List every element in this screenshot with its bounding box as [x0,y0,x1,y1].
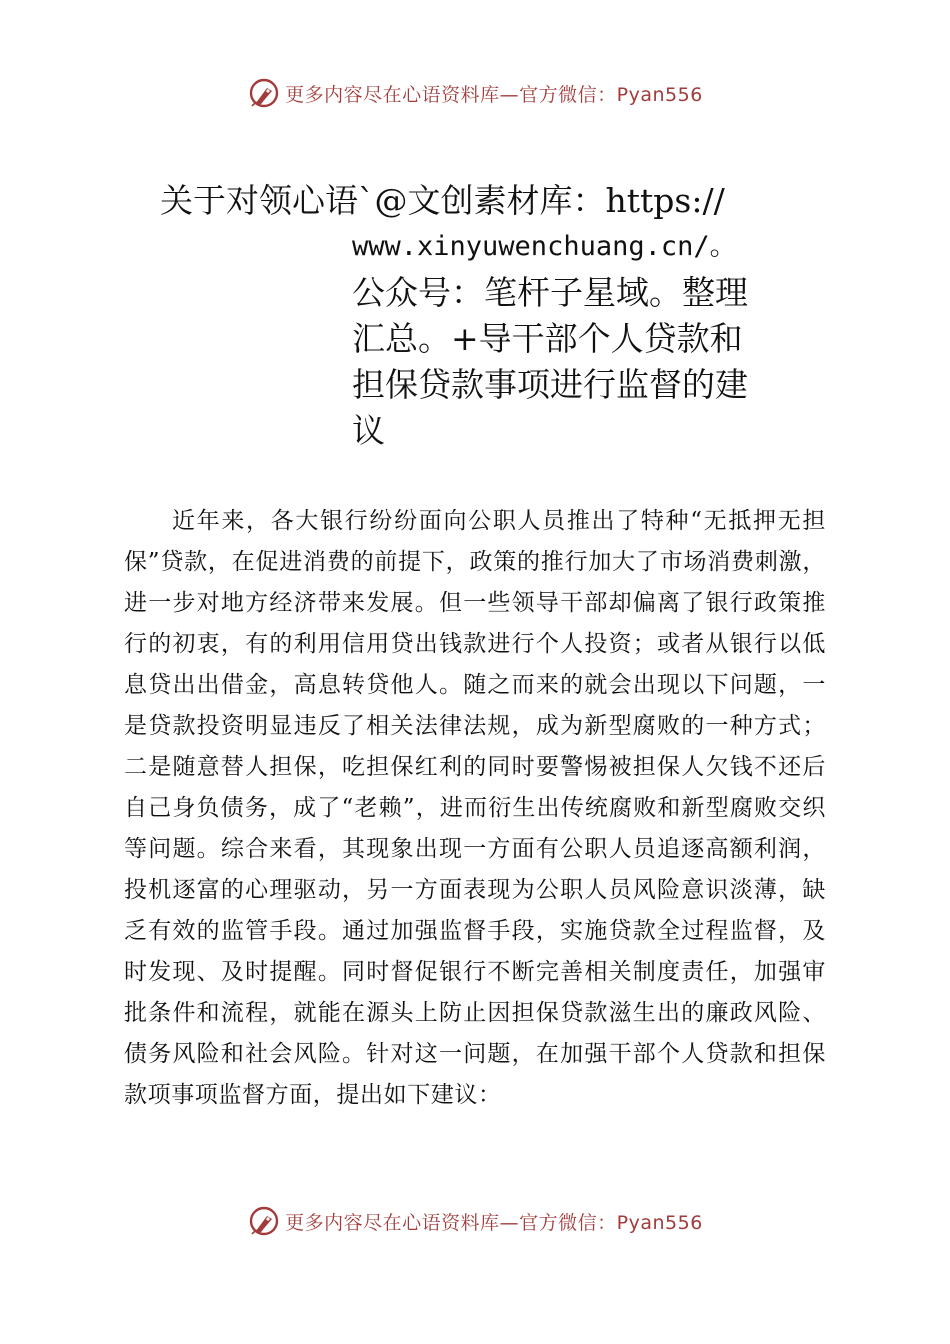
title-line-2: www.xinyuwenchuang.cn/。 [352,231,737,262]
title-line-6: 议 [352,411,385,450]
document-title [160,178,800,454]
watermark-header [0,73,950,113]
title-line-1: 关于对领心语`@文创素材库：https:// [160,181,725,220]
title-continuation [352,224,782,454]
pen-logo-icon [247,76,281,110]
title-line-3: 公众号：笔杆子星域。整理 [352,273,748,312]
body-paragraph: 近年来，各大银行纷纷面向公职人员推出了特种“无抵押无担保”贷款，在促进消费的前提下，政策的推行加大了市场消费刺激，进一步对地方经济带来发展。但一些领导干部却偏离了银行政策推行的初衷，有的利用信用贷出钱款进行个人投资；或者从银行以低息贷出出借金，高息转贷他人。随之而来的就会出现以下问题，一是贷款投资明显违反了相关法律法规，成为新型腐败的一种方式；二是随意替人担保，吃担保红利的同时要警惕被担保人欠钱不还后自己身负债务，成了“老赖”，进而衍生出传统腐败和新型腐败交织等问题。综合来看，其现象出现一方面有公职人员追逐高额利润，投机逐富的心理驱动，另一方面表现为公职人员风险意识淡薄，缺乏有效的监管手段。通过加强监督手段，实施贷款全过程监督，及时发现、及时提醒。同时督促银行不断完善相关制度责任，加强审批条件和流程，就能在源头上防止因担保贷款滋生出的廉政风险、债务风险和社会风险。针对这一问题，在加强干部个人贷款和担保款项事项监督方面，提出如下建议： [124,508,826,1108]
watermark-text: 更多内容尽在心语资料库—官方微信：Pyan556 [285,1211,703,1234]
watermark-footer [0,1201,950,1241]
pen-logo-icon [247,1204,281,1238]
title-line-4: 汇总。+导干部个人贷款和 [352,319,743,358]
watermark-text: 更多内容尽在心语资料库—官方微信：Pyan556 [285,83,703,106]
title-line-5: 担保贷款事项进行监督的建 [352,365,748,404]
